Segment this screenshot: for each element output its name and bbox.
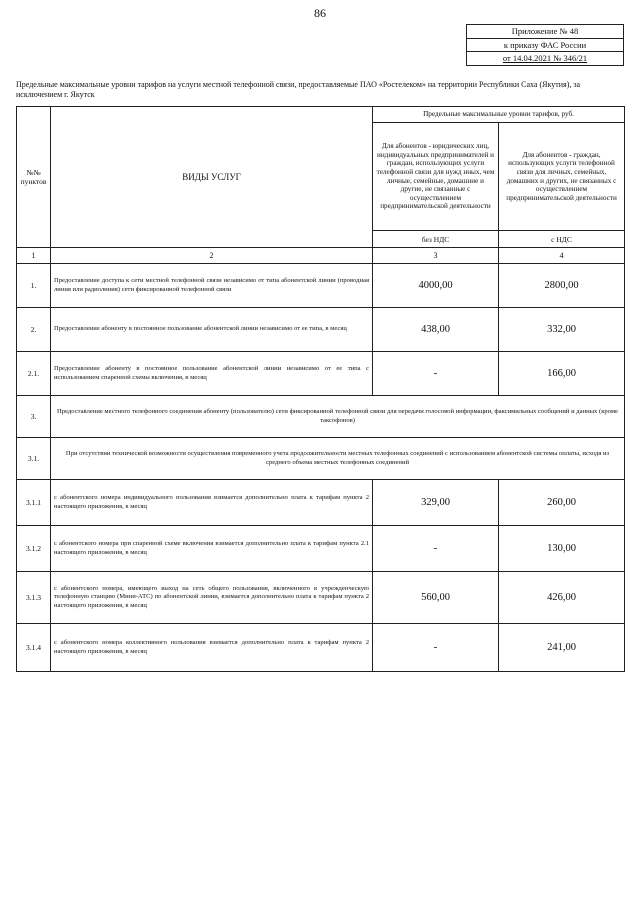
table-row xyxy=(17,526,625,572)
table-row xyxy=(17,308,625,352)
row-number: 3.1. xyxy=(17,438,51,480)
tariff-legal-entities: - xyxy=(373,624,499,672)
row-number: 3.1.3 xyxy=(17,572,51,624)
section-title: При отсутствии технической возможности осуществления повременного учета продолжительности местных телефонных соединений с использованием абонентской системы оплаты, исходя из среднего объема местных телефонных соединений xyxy=(51,438,625,480)
appendix-date: от 14.04.2021 № 346/21 xyxy=(467,52,624,66)
tariff-table xyxy=(16,106,625,672)
service-description: с абонентского номера, имеющего выход на сеть общего пользования, включенного в учрежденческую телефонную станцию (Мини-АТС) по абонентской линии, взимается дополнительно плата к тарифам пункта 2 настоящего приложения, в месяц xyxy=(51,572,373,624)
table-row xyxy=(17,572,625,624)
tariff-legal-entities: 329,00 xyxy=(373,480,499,526)
service-description: Предоставление абоненту в постоянное пользование абонентской линии независимо от ее типа, в месяц xyxy=(51,308,373,352)
header-citizens: Для абонентов - граждан, использующих услуги телефонной связи для личных, семейных, домашних и других, не связанных с осуществлением предпринимательской деятельности xyxy=(499,123,625,231)
appendix-number: Приложение № 48 xyxy=(467,25,624,39)
tariff-citizens: 166,00 xyxy=(499,352,625,396)
table-row xyxy=(17,396,625,438)
column-index: 1 xyxy=(17,248,51,264)
tariff-legal-entities: - xyxy=(373,352,499,396)
column-index: 3 xyxy=(373,248,499,264)
row-number: 3.1.2 xyxy=(17,526,51,572)
service-description: с абонентского номера индивидуального пользования взимается дополнительно плата к тарифам пункта 2 настоящего приложения, в месяц xyxy=(51,480,373,526)
tariff-citizens: 130,00 xyxy=(499,526,625,572)
tariff-citizens: 426,00 xyxy=(499,572,625,624)
page-number: 86 xyxy=(314,6,326,20)
tariff-citizens: 241,00 xyxy=(499,624,625,672)
tariff-legal-entities: 438,00 xyxy=(373,308,499,352)
section-title: Предоставление местного телефонного соединения абоненту (пользователю) сети фиксированной телефонной связи для передачи голосовой информации, факсимильных сообщений и данных (кроме таксофонов) xyxy=(51,396,625,438)
row-number: 3.1.1 xyxy=(17,480,51,526)
table-row xyxy=(17,438,625,480)
tariff-citizens: 332,00 xyxy=(499,308,625,352)
tariff-citizens: 2800,00 xyxy=(499,264,625,308)
header-tariffs: Предельные максимальные уровни тарифов, руб. xyxy=(373,107,625,123)
appendix-block xyxy=(466,24,624,66)
table-row xyxy=(17,264,625,308)
row-number: 3. xyxy=(17,396,51,438)
header-services: ВИДЫ УСЛУГ xyxy=(51,107,373,248)
header-vat-included: с НДС xyxy=(499,231,625,248)
row-number: 2. xyxy=(17,308,51,352)
service-description: с абонентского номера при спаренной схеме включения взимается дополнительно плата к тарифам пункта 2.1 настоящего приложения, в месяц xyxy=(51,526,373,572)
column-index: 4 xyxy=(499,248,625,264)
service-description: Предоставление доступа к сети местной телефонной связи независимо от типа абонентской линии (проводная линия или радиолиния) сети фиксированной телефонной связи xyxy=(51,264,373,308)
table-row xyxy=(17,624,625,672)
service-description: Предоставление абоненту в постоянное пользование абонентской линии независимо от ее типа с использованием спаренной схемы включения, в месяц xyxy=(51,352,373,396)
table-row xyxy=(17,352,625,396)
header-vat-excluded: без НДС xyxy=(373,231,499,248)
tariff-legal-entities: 4000,00 xyxy=(373,264,499,308)
row-number: 2.1. xyxy=(17,352,51,396)
document-heading: Предельные максимальные уровни тарифов на услуги местной телефонной связи, предоставляемые ПАО «Ростелеком» на территории Республики Саха (Якутия), за исключением г. Якутск xyxy=(16,80,581,99)
service-description: с абонентского номера коллективного пользования взимается дополнительно плата к тарифам пункта 2 настоящего приложения, в месяц xyxy=(51,624,373,672)
tariff-legal-entities: 560,00 xyxy=(373,572,499,624)
tariff-legal-entities: - xyxy=(373,526,499,572)
tariff-citizens: 260,00 xyxy=(499,480,625,526)
table-row xyxy=(17,480,625,526)
header-legal-entities: Для абонентов - юридических лиц, индивидуальных предпринимателей и граждан, использующих услуги телефонной связи для нужд иных, чем личные, семейные, домашние и другие, не связанные с осуществлением предпринимательской деятельности xyxy=(373,123,499,231)
column-index: 2 xyxy=(51,248,373,264)
row-number: 1. xyxy=(17,264,51,308)
header-number: №№ пунктов xyxy=(17,107,51,248)
appendix-order: к приказу ФАС России xyxy=(467,38,624,52)
row-number: 3.1.4 xyxy=(17,624,51,672)
